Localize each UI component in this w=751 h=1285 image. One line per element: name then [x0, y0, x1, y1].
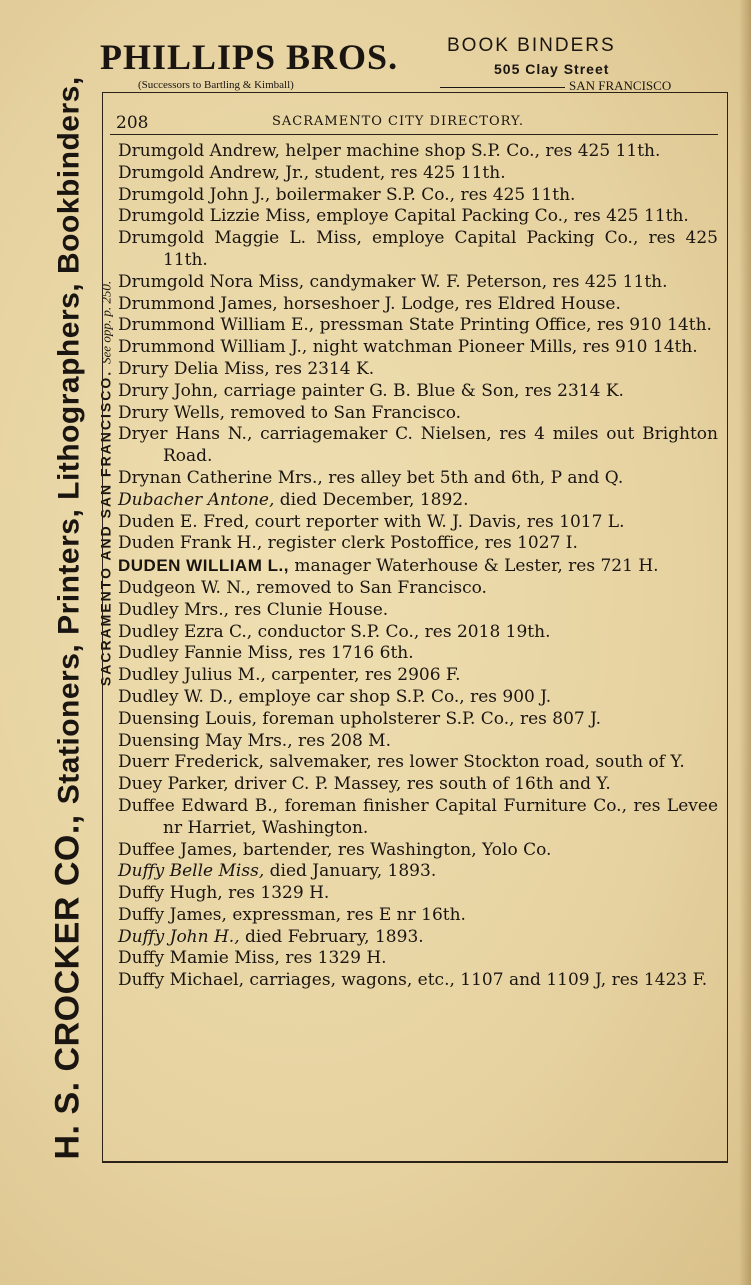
directory-entry — [118, 512, 718, 534]
entry-details: court reporter with W. J. Davis, res 1017 L. — [249, 511, 625, 532]
directory-entry — [118, 206, 718, 228]
entry-details: carpenter, res 2906 F. — [265, 665, 461, 686]
entry-name: Drummond James, — [118, 293, 278, 314]
directory-entry — [118, 883, 718, 905]
entry-details: boilermaker S.P. Co., res 425 11th. — [270, 184, 576, 205]
entry-details: carriages, wagons, etc., 1107 and 1109 J, res 1423 F. — [244, 970, 708, 991]
page-edge-shadow — [739, 0, 751, 1285]
directory-entry — [118, 424, 718, 468]
directory-entry — [118, 315, 718, 337]
entry-name: Drury John, — [118, 380, 219, 401]
entry-details: res 1716 6th. — [293, 643, 414, 664]
directory-entry — [118, 774, 718, 796]
entry-details: res 1329 H. — [222, 883, 330, 904]
entry-name: Drury Wells, — [118, 402, 225, 423]
entry-name: Drury Delia Miss, — [118, 358, 270, 379]
entry-details: foreman finisher Capital Furniture Co., res Levee nr Harriet, Washington. — [163, 795, 719, 838]
directory-entry — [118, 578, 718, 600]
entry-details: carriage painter G. B. Blue & Son, res 2314 K. — [218, 380, 624, 401]
entry-name: Duffy Michael, — [118, 970, 245, 991]
entry-name: Duerr Frederick, — [118, 752, 265, 773]
entry-name: Duensing Louis, — [118, 708, 258, 729]
advertiser-address: 505 Clay Street — [494, 61, 610, 77]
directory-entry — [118, 163, 718, 185]
directory-entry — [118, 468, 718, 490]
directory-entry — [118, 731, 718, 753]
entry-details: bartender, res Washington, Yolo Co. — [237, 839, 552, 860]
entry-details: conductor S.P. Co., res 2018 19th. — [252, 621, 551, 642]
entry-details: horseshoer J. Lodge, res Eldred House. — [277, 293, 621, 314]
directory-entries — [118, 141, 718, 992]
entry-details: register clerk Postoffice, res 1027 I. — [262, 533, 578, 554]
directory-entry — [118, 861, 718, 883]
directory-entry — [118, 555, 718, 578]
entry-name: Drumgold John J., — [118, 184, 271, 205]
entry-name: DUDEN WILLIAM L., — [118, 556, 289, 576]
entry-details: night watchman Pioneer Mills, res 910 14th. — [307, 337, 698, 358]
crocker-company: H. S. CROCKER CO., — [48, 814, 87, 1160]
entry-details: employe Capital Packing Co., res 425 11th. — [163, 228, 718, 270]
directory-entry — [118, 905, 718, 927]
entry-name: Drumgold Andrew, — [118, 141, 280, 161]
entry-name: Duden E. Fred, — [118, 511, 250, 532]
directory-entry — [118, 840, 718, 862]
entry-details: employe car shop S.P. Co., res 900 J. — [233, 686, 552, 707]
entry-name: Drumgold Nora Miss, — [118, 271, 305, 292]
entry-name: Dudley Julius M., — [118, 665, 266, 686]
directory-entry — [118, 228, 718, 272]
directory-entry — [118, 643, 718, 665]
entry-name: Dudley Mrs., — [118, 599, 230, 620]
crocker-main-line — [48, 76, 88, 1160]
entry-details: manager Waterhouse & Lester, res 721 H. — [288, 556, 659, 577]
entry-details: died January, 1893. — [264, 861, 437, 882]
entry-name: Duffy John H., — [118, 926, 240, 947]
directory-entry — [118, 403, 718, 425]
entry-details: carriagemaker C. Nielsen, res 4 miles out Brighton Road. — [163, 424, 718, 467]
entry-details: foreman upholsterer S.P. Co., res 807 J. — [257, 708, 602, 729]
directory-entry — [118, 709, 718, 731]
entry-name: Dudgeon W. N., — [118, 577, 251, 598]
entry-name: Dryer Hans N., — [118, 424, 253, 445]
directory-entry — [118, 687, 718, 709]
crocker-see-note: See opp. p. 250. — [98, 280, 114, 364]
directory-entry — [118, 665, 718, 687]
directory-entry — [118, 533, 718, 555]
entry-name: Duey Parker, — [118, 774, 229, 795]
entry-details: died December, 1892. — [274, 489, 469, 510]
directory-entry — [118, 622, 718, 644]
entry-name: Drummond William E., — [118, 315, 315, 336]
entry-details: res 2314 K. — [269, 358, 375, 379]
entry-details: removed to San Francisco. — [250, 577, 487, 598]
advertiser-service: BOOK BINDERS — [447, 35, 616, 56]
crocker-locations: SACRAMENTO AND SAN FRANCISCO. — [97, 369, 114, 687]
entry-name: Drumgold Lizzie Miss, — [118, 206, 311, 227]
directory-entry — [118, 927, 718, 949]
entry-name: Duffee James, — [118, 839, 238, 860]
entry-details: pressman State Printing Office, res 910 14th. — [314, 315, 712, 336]
entry-name: Duden Frank H., — [118, 533, 263, 554]
running-head: SACRAMENTO CITY DIRECTORY. — [272, 114, 525, 129]
entry-name: Drummond William J., — [118, 337, 308, 358]
directory-entry — [118, 294, 718, 316]
entry-name: Drumgold Maggie L. Miss, — [118, 228, 362, 249]
directory-entry — [118, 490, 718, 512]
entry-details: employe Capital Packing Co., res 425 11th. — [310, 206, 689, 227]
directory-entry — [118, 337, 718, 359]
entry-details: res alley bet 5th and 6th, P and Q. — [322, 467, 624, 488]
entry-name: Drynan Catherine Mrs., — [118, 467, 323, 488]
entry-name: Duffy James, — [118, 904, 227, 925]
city-text: SAN FRANCISCO — [569, 78, 672, 93]
entry-details: driver C. P. Massey, res south of 16th and Y. — [228, 774, 611, 795]
directory-entry — [118, 970, 718, 992]
entry-name: Duffy Mamie Miss, — [118, 948, 280, 969]
entry-name: Duffee Edward B., — [118, 795, 279, 816]
entry-details: removed to San Francisco. — [225, 402, 462, 423]
entry-name: Drumgold Andrew, Jr., — [118, 162, 310, 183]
entry-details: res 1329 H. — [279, 948, 387, 969]
directory-entry — [118, 185, 718, 207]
page-number: 208 — [116, 113, 149, 133]
crocker-trades: Stationers, Printers, Lithographers, Bookbinders, — [52, 76, 86, 805]
entry-name: Duffy Hugh, — [118, 883, 223, 904]
entry-name: Dudley W. D., — [118, 686, 234, 707]
directory-entry — [118, 948, 718, 970]
entry-details: salvemaker, res lower Stockton road, south of Y. — [264, 752, 685, 773]
successors-note: (Successors to Bartling & Kimball) — [138, 79, 294, 91]
entry-name: Duffy Belle Miss, — [118, 861, 265, 882]
entry-name: Dudley Ezra C., — [118, 621, 253, 642]
entry-name: Duensing May Mrs., — [118, 730, 293, 751]
entry-details: helper machine shop S.P. Co., res 425 11th. — [279, 141, 661, 161]
entry-name: Dudley Fannie Miss, — [118, 643, 294, 664]
directory-entry — [118, 600, 718, 622]
entry-name: Dubacher Antone, — [118, 489, 275, 510]
city-rule — [440, 87, 565, 88]
entry-details: candymaker W. F. Peterson, res 425 11th. — [304, 271, 668, 292]
entry-details: res 208 M. — [292, 730, 391, 751]
advertiser-name: PHILLIPS BROS. — [100, 37, 399, 77]
entry-details: died February, 1893. — [239, 926, 424, 947]
directory-entry — [118, 359, 718, 381]
directory-entry — [118, 141, 718, 163]
entry-details: expressman, res E nr 16th. — [226, 904, 466, 925]
entry-details: res Clunie House. — [229, 599, 389, 620]
directory-entry — [118, 752, 718, 774]
directory-entry — [118, 272, 718, 294]
entry-details: student, res 425 11th. — [309, 162, 506, 183]
directory-entry — [118, 796, 718, 840]
directory-entry — [118, 381, 718, 403]
header-rule — [110, 134, 718, 135]
